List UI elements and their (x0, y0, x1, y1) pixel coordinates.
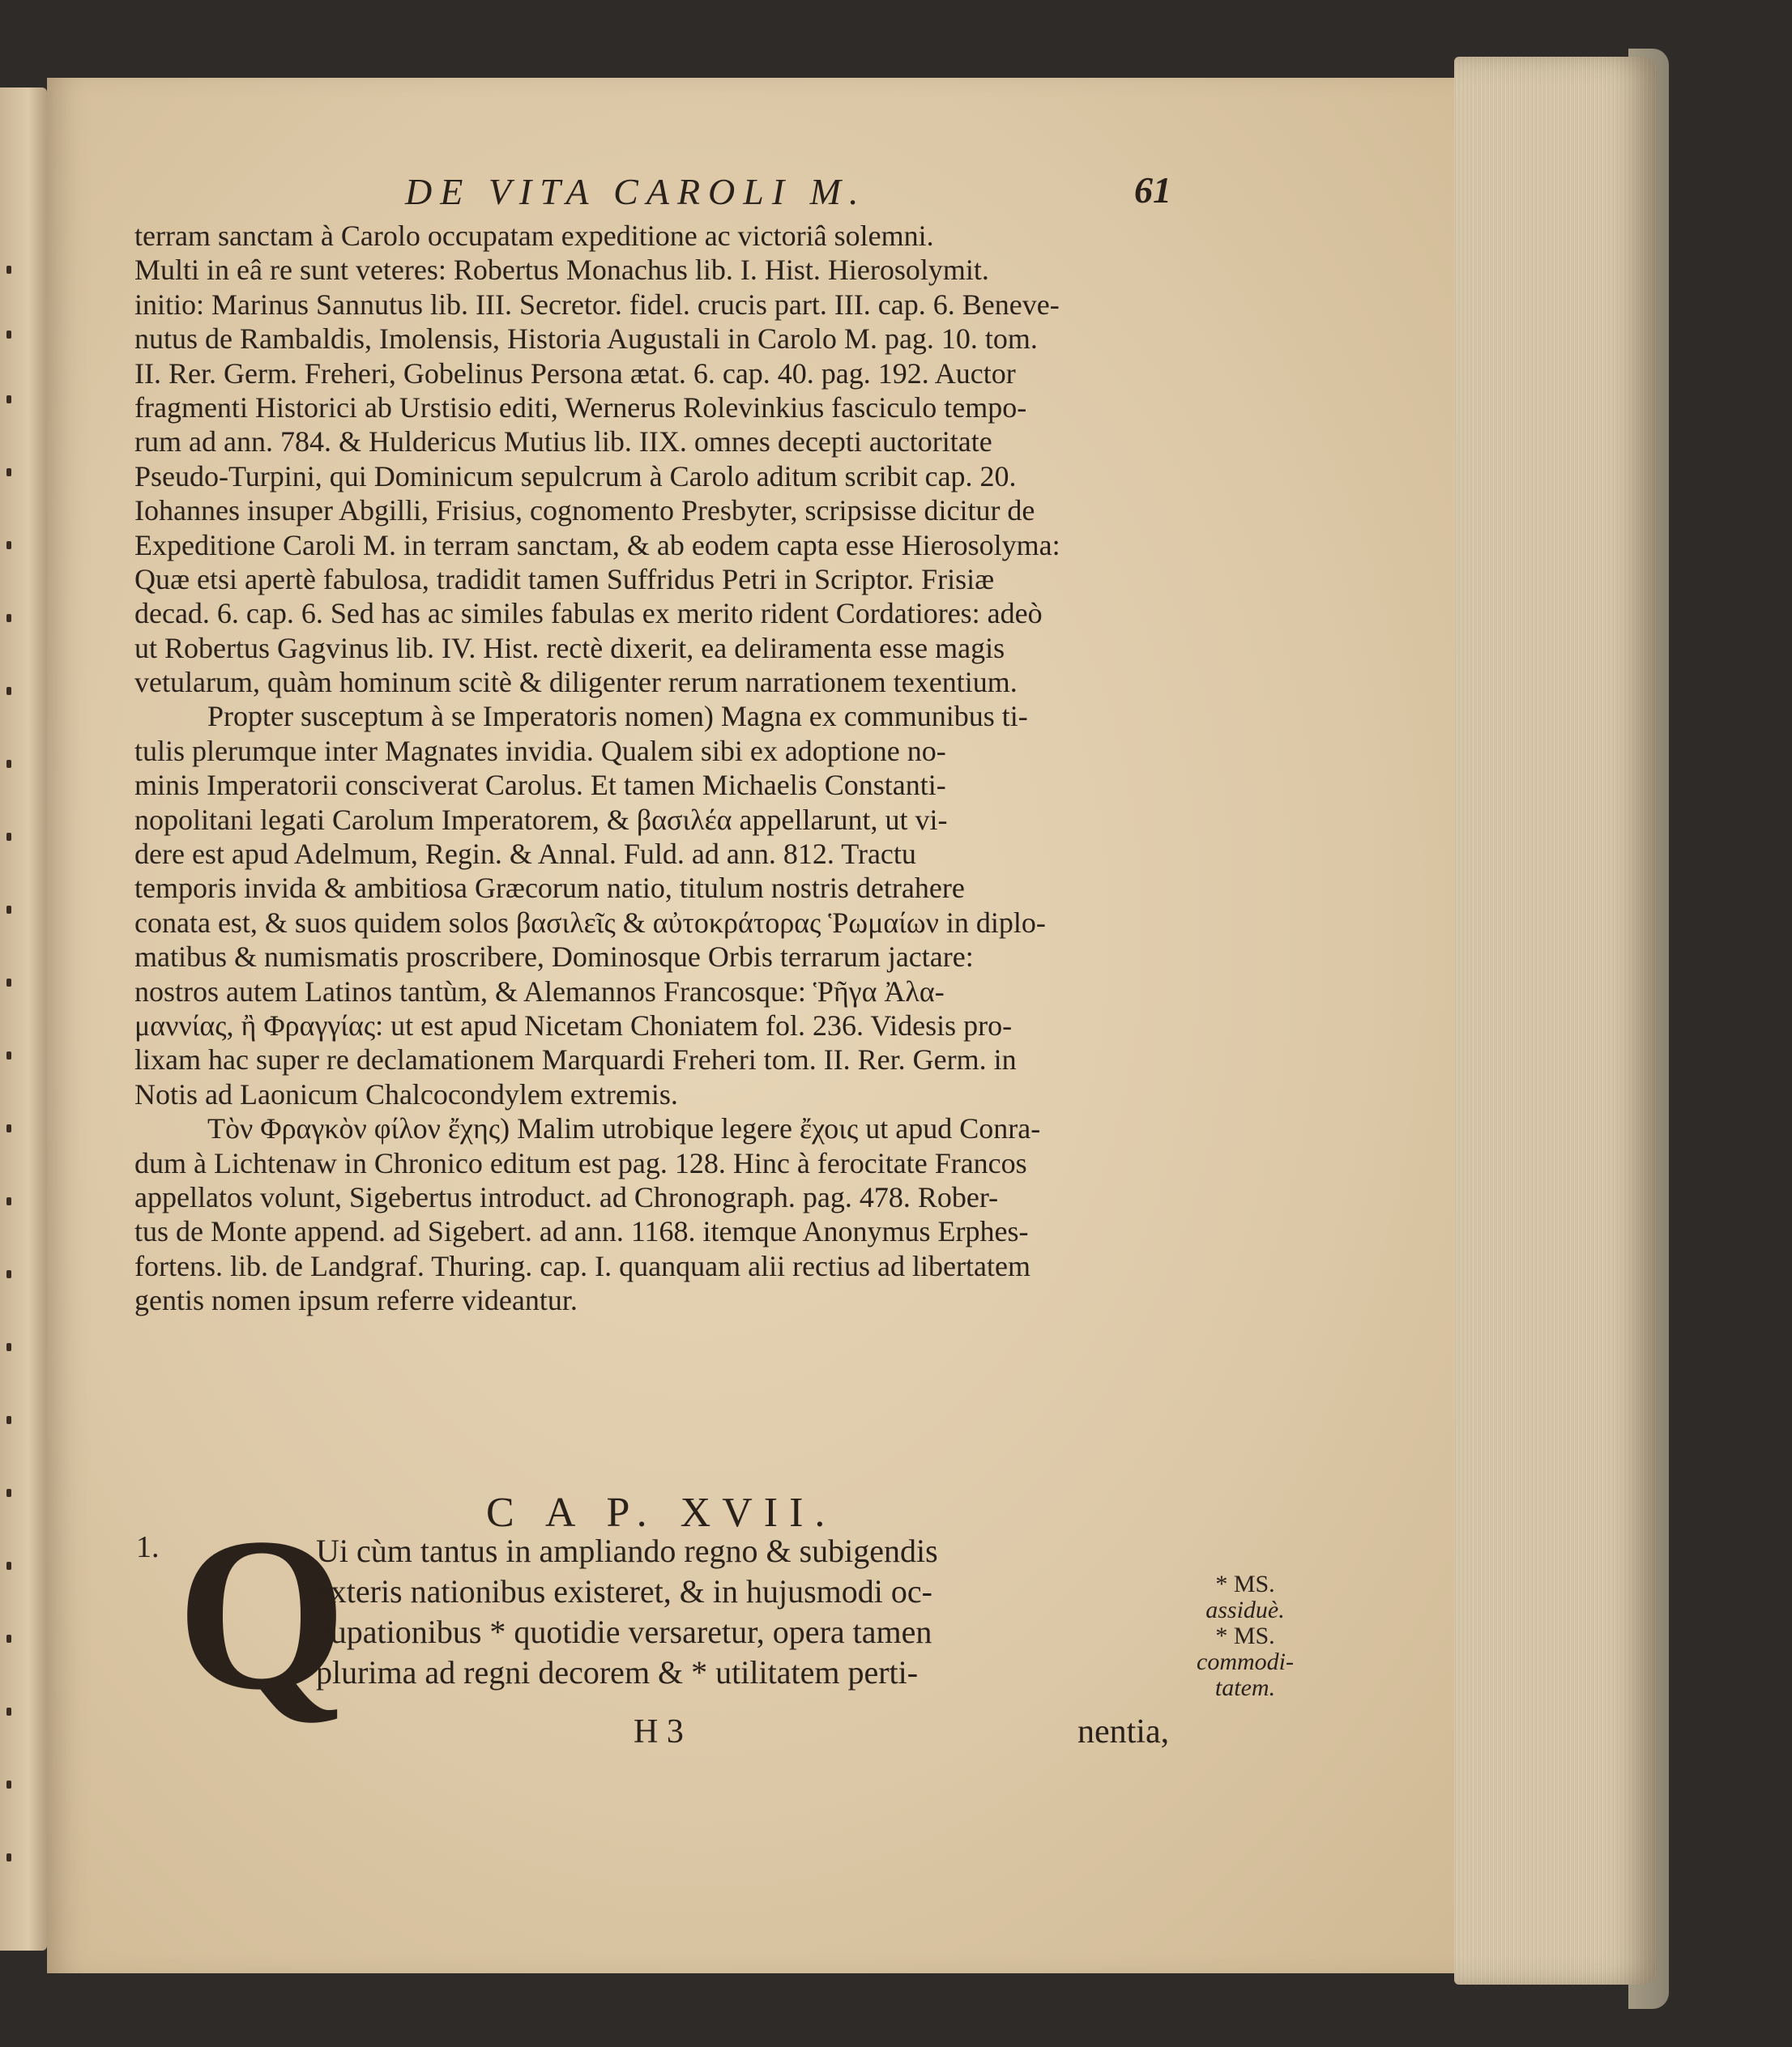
text-line: Propter susceptum à se Imperatoris nomen) Magna ex communibus ti- (207, 700, 1028, 733)
text-line: ut Robertus Gagvinus lib. IV. Hist. rectè dixerit, ea deliramenta esse magis (134, 631, 1005, 664)
text-line: dum à Lichtenaw in Chronico editum est pag. 128. Hinc à ferocitate Francos (134, 1146, 1027, 1179)
text-line: conata est, & suos quidem solos βασιλεῖς & αὐτοκράτορας Ῥωμαίων in diplo- (134, 906, 1046, 939)
margin-note-text: tatem. (1214, 1674, 1276, 1701)
text-line: μαννίας, ἢ Φραγγίας: ut est apud Nicetam Choniatem fol. 236. Videsis pro- (134, 1009, 1013, 1042)
text-line: matibus & numismatis proscribere, Dominosque Orbis terrarum jactare: (134, 940, 974, 974)
text-line: initio: Marinus Sannutus lib. III. Secretor. fidel. crucis part. III. cap. 6. Beneve- (134, 288, 1060, 321)
text-line: nutus de Rambaldis, Imolensis, Historia Augustali in Carolo M. pag. 10. tom. (134, 322, 1038, 356)
text-line: tulis plerumque inter Magnates invidia. Qualem sibi ex adoptione no- (134, 734, 946, 767)
text-line: decad. 6. cap. 6. Sed has ac similes fabulas ex merito rident Cordatiores: adeò (134, 597, 1043, 630)
text-line: II. Rer. Germ. Freheri, Gobelinus Persona ætat. 6. cap. 40. pag. 192. Auctor (134, 356, 1016, 390)
text-line: fragmenti Historici ab Urstisio editi, Wernerus Rolevinkius fasciculo tempo- (134, 390, 1027, 424)
chapter-heading: C A P. XVII. (486, 1490, 837, 1536)
text-line: Quæ etsi apertè fabulosa, tradidit tamen Suffridus Petri in Scriptor. Frisiæ (134, 562, 995, 595)
text-line: nostros autem Latinos tantùm, & Alemannos Francosque: Ῥῆγα Ἀλα- (134, 974, 945, 1008)
text-line: Iohannes insuper Abgilli, Frisius, cognomento Presbyter, scripsisse dicitur de (134, 494, 1035, 527)
chapter-text (316, 1531, 1183, 1693)
signature-mark: H 3 (634, 1713, 684, 1751)
margin-notes (1184, 1571, 1306, 1701)
text-line: Notis ad Laonicum Chalcocondylem extremis. (134, 1077, 678, 1111)
text-line: minis Imperatorii consciverat Carolus. Et tamen Michaelis Constanti- (134, 769, 946, 802)
verse-number: 1. (136, 1530, 160, 1564)
text-line: appellatos volunt, Sigebertus introduct. ad Chronograph. pag. 478. Rober- (134, 1180, 999, 1213)
text-line: Τὸν Φραγκὸν φίλον ἔχης) Malim utrobique legere ἔχοις ut apud Conra- (207, 1112, 1041, 1145)
chapter-line: exteris nationibus existeret, & in hujusmodi oc- (316, 1573, 932, 1610)
text-line: tus de Monte append. ad Sigebert. ad ann. 1168. itemque Anonymus Erphes- (134, 1215, 1029, 1248)
text-line: fortens. lib. de Landgraf. Thuring. cap. I. quanquam alii rectius ad libertatem (134, 1249, 1030, 1282)
margin-note-text: assiduè. (1205, 1597, 1285, 1623)
text-line: rum ad ann. 784. & Huldericus Mutius lib. IIX. omnes decepti auctoritate (134, 425, 992, 458)
catchword: nentia, (1077, 1713, 1170, 1751)
text-line: temporis invida & ambitiosa Græcorum natio, titulum nostris detrahere (134, 872, 965, 905)
chapter-line: cupationibus * quotidie versaretur, opera tamen (316, 1614, 932, 1650)
text-line: Expeditione Caroli M. in terram sanctam, & ab eodem capta esse Hierosolyma: (134, 528, 1060, 561)
text-line: Pseudo-Turpini, qui Dominicum sepulcrum à Carolo aditum scribit cap. 20. (134, 459, 1017, 493)
chapter-line: plurima ad regni decorem & * utilitatem perti- (316, 1654, 919, 1691)
text-line: dere est apud Adelmum, Regin. & Annal. Fuld. ad ann. 812. Tractu (134, 838, 916, 871)
text-line: gentis nomen ipsum referre videantur. (134, 1284, 578, 1317)
page-number: 61 (1134, 169, 1171, 211)
running-title: DE VITA CAROLI M. (405, 171, 867, 212)
text-line: terram sanctam à Carolo occupatam expeditione ac victoriâ solemni. (134, 220, 934, 252)
text-line: lixam hac super re declamationem Marquardi Freheri tom. II. Rer. Germ. in (134, 1043, 1017, 1077)
chapter-line: Ui cùm tantus in ampliando regno & subigendis (316, 1533, 938, 1569)
commentary-text (134, 219, 1180, 1318)
text-line: nopolitani legati Carolum Imperatorem, & βασιλέα appellarunt, ut vi- (134, 803, 948, 836)
margin-note-marker: * MS. (1215, 1571, 1275, 1597)
margin-note-marker: * MS. (1215, 1623, 1275, 1649)
margin-note-text: commodi- (1197, 1648, 1294, 1675)
drop-cap: Q (177, 1493, 348, 1735)
text-line: vetularum, quàm hominum scitè & diligenter rerum narrationem texentium. (134, 666, 1018, 699)
text-line: Multi in eâ re sunt veteres: Robertus Monachus lib. I. Hist. Hierosolymit. (134, 254, 989, 287)
